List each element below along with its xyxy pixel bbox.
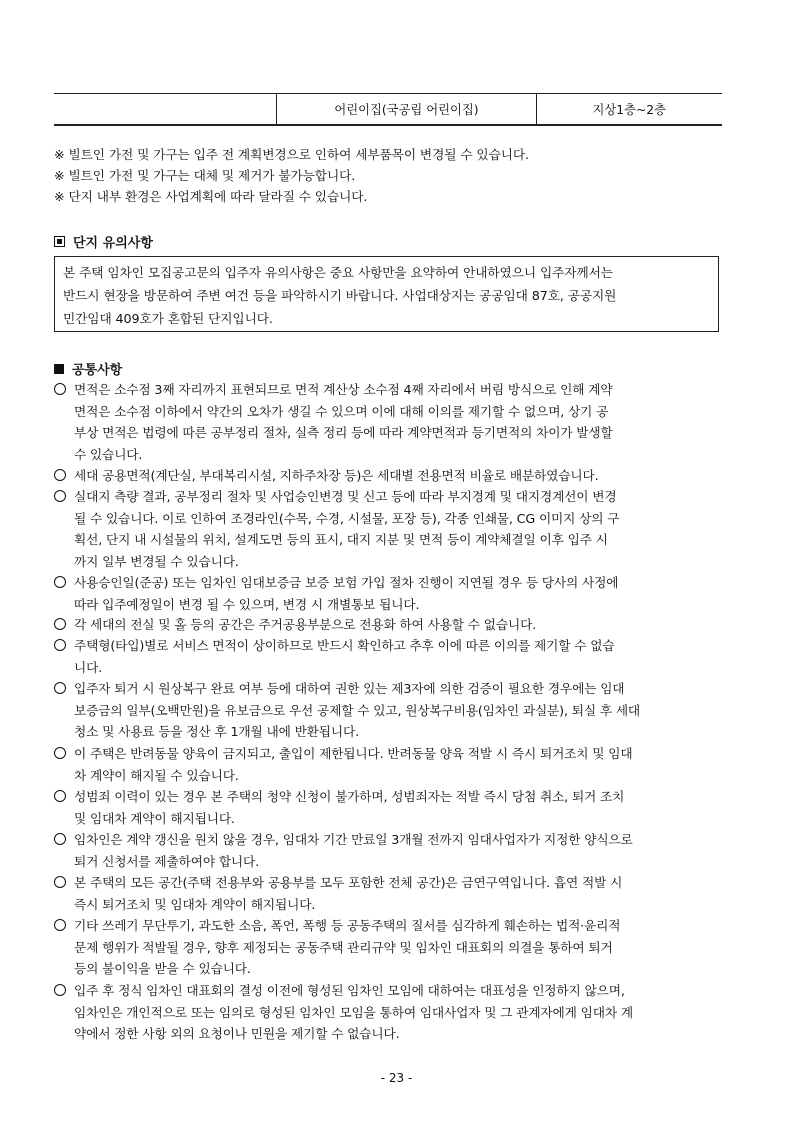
circle-bullet-icon [54, 618, 66, 630]
note-line: ※ 빌트인 가전 및 가구는 대체 및 제거가 불가능합니다. [54, 168, 356, 183]
list-item-line: 퇴거 신청서를 제출하여야 합니다. [74, 853, 260, 869]
list-item-line: 보증금의 일부(오백만원)을 유보금으로 우선 공제할 수 있고, 원상복구비용(임차인 과실분), 퇴실 후 세대 [74, 702, 641, 718]
list-item-line: 임차인은 개인적으로 또는 임의로 형성된 임차인 모임을 통하여 임대사업자 및 그 관계자에게 임대차 계 [74, 1004, 633, 1020]
notice-box [54, 256, 719, 332]
list-item-line: 입주 후 정식 임차인 대표회의 결성 이전에 형성된 임차인 모임에 대하여는 대표성을 인정하지 않으며, [74, 983, 625, 998]
page-number: - 23 - [380, 1071, 413, 1085]
facility-table-row [54, 93, 722, 126]
circle-bullet-icon [54, 790, 66, 802]
circle-bullet-icon [54, 876, 66, 888]
list-item-line: 면적은 소수점 3째 자리까지 표현되므로 면적 계산상 소수점 4째 자리에서 버림 방식으로 인해 계약 [74, 382, 613, 397]
list-item-line: 부상 면적은 법령에 따른 공부정리 절차, 실측 정리 등에 따라 계약면적과 등기면적의 차이가 발생할 [74, 425, 613, 440]
circle-bullet-icon [54, 469, 66, 481]
circle-bullet-icon [54, 490, 66, 502]
note-line: ※ 빌트인 가전 및 가구는 입주 전 계획변경으로 인하여 세부품목이 변경될 수 있습니다. [54, 147, 529, 162]
circle-bullet-icon [54, 919, 66, 931]
list-item-line: 니다. [74, 659, 103, 675]
circle-bullet-icon [54, 383, 66, 395]
square-bullet-icon [54, 236, 65, 247]
list-item-line: 문제 행위가 적발될 경우, 향후 제정되는 공동주택 관리규약 및 임차인 대표회의 의결을 통하여 퇴거 [74, 939, 613, 955]
notice-line: 반드시 현장을 방문하여 주변 여건 등을 파악하시기 바랍니다. 사업대상지는 공공임대 87호, 공공지원 [63, 288, 617, 303]
list-item-line: 차 계약이 해지될 수 있습니다. [74, 767, 239, 783]
list-item-line: 까지 일부 변경될 수 있습니다. [74, 553, 239, 569]
list-item-line: 본 주택의 모든 공간(주택 전용부와 공용부를 모두 포함한 전체 공간)은 금연구역입니다. 흡연 적발 시 [74, 875, 623, 890]
section-title: 단지 유의사항 [73, 236, 153, 251]
list-item-line: 면적은 소수점 이하에서 약간의 오차가 생길 수 있으며 이에 대해 이의를 제기할 수 없으며, 상기 공 [74, 403, 609, 419]
list-item-line: 청소 및 사용료 등을 정산 후 1개월 내에 반환됩니다. [74, 724, 359, 739]
common-title: 공통사항 [72, 363, 123, 378]
list-item-line: 약에서 정한 사항 외의 요청이나 민원을 제기할 수 없습니다. [74, 1026, 400, 1041]
notice-line: 본 주택 임차인 모집공고문의 입주자 유의사항은 중요 사항만을 요약하여 안내하였으니 입주자께서는 [63, 265, 613, 280]
list-item-line: 및 임대차 계약이 해지됩니다. [74, 810, 235, 826]
common-heading [54, 359, 122, 378]
list-item-line: 실대지 측량 결과, 공부정리 절차 및 사업승인변경 및 신고 등에 따라 부지경계 및 대지경계선이 변경 [74, 489, 617, 504]
circle-bullet-icon [54, 639, 66, 651]
list-item-line: 세대 공용면적(계단실, 부대복리시설, 지하주차장 등)은 세대별 전용면적 비율로 배분하였습니다. [74, 468, 599, 483]
list-item-line: 즉시 퇴거조치 및 임대차 계약이 해지됩니다. [74, 896, 316, 912]
list-item-line: 이 주택은 반려동물 양육이 금지되고, 출입이 제한됩니다. 반려동물 양육 적발 시 즉시 퇴거조치 및 임대 [74, 746, 633, 761]
notice-line: 민간임대 409호가 혼합된 단지입니다. [63, 311, 273, 326]
table-cell-floor: 지상1층~2층 [536, 94, 722, 124]
filled-square-icon [54, 364, 64, 374]
list-item-line: 될 수 있습니다. 이로 인하여 조경라인(수목, 수경, 시설물, 포장 등), 각종 인쇄물, CG 이미지 상의 구 [74, 510, 620, 526]
circle-bullet-icon [54, 682, 66, 694]
circle-bullet-icon [54, 833, 66, 845]
circle-bullet-icon [54, 984, 66, 996]
note-line: ※ 단지 내부 환경은 사업계획에 따라 달라질 수 있습니다. [54, 189, 368, 204]
circle-bullet-icon [54, 747, 66, 759]
circle-bullet-icon [54, 576, 66, 588]
list-item-line: 임차인은 계약 갱신을 원치 않을 경우, 임대차 기간 만료일 3개월 전까지 임대사업자가 지정한 양식으로 [74, 832, 633, 847]
list-item-line: 기타 쓰레기 무단투기, 과도한 소음, 폭언, 폭행 등 공동주택의 질서를 심각하게 훼손하는 법적·윤리적 [74, 918, 621, 933]
list-item-line: 등의 불이익을 받을 수 있습니다. [74, 961, 251, 976]
list-item-line: 입주자 퇴거 시 원상복구 완료 여부 등에 대하여 권한 있는 제3자에 의한 검증이 필요한 경우에는 임대 [74, 681, 625, 696]
table-cell-facility: 어린이집(국공립 어린이집) [276, 94, 535, 124]
table-cell-empty [54, 94, 276, 124]
list-item-line: 획선, 단지 내 시설물의 위치, 설계도면 등의 표시, 대지 지분 및 면적 등이 계약체결일 이후 입주 시 [74, 532, 608, 547]
list-item-line: 따라 입주예정일이 변경 될 수 있으며, 변경 시 개별통보 됩니다. [74, 596, 420, 612]
list-item-line: 수 있습니다. [74, 446, 143, 462]
list-item-line: 각 세대의 전실 및 홀 등의 공간은 주거공용부분으로 전용화 하여 사용할 수 없습니다. [74, 617, 537, 632]
section-heading [54, 232, 153, 251]
list-item-line: 사용승인일(준공) 또는 임차인 임대보증금 보증 보험 가입 절차 진행이 지연될 경우 등 당사의 사정에 [74, 575, 619, 590]
list-item-line: 주택형(타입)별로 서비스 면적이 상이하므로 반드시 확인하고 추후 이에 따른 이의를 제기할 수 없습 [74, 638, 615, 653]
list-item-line: 성범죄 이력이 있는 경우 본 주택의 청약 신청이 불가하며, 성범죄자는 적발 즉시 당첨 취소, 퇴거 조치 [74, 789, 625, 804]
